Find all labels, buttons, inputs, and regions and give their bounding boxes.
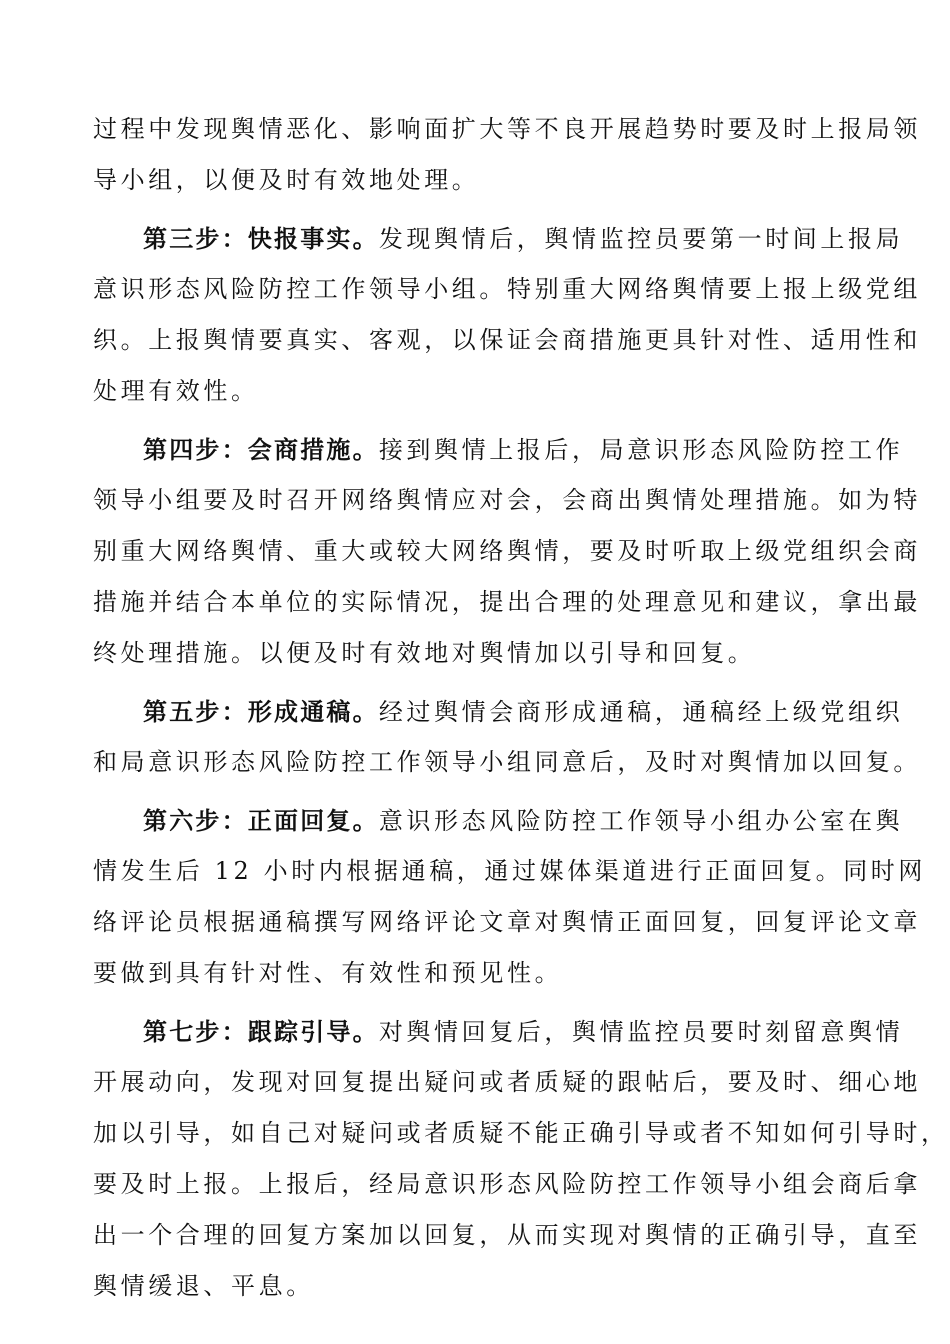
text-line: 意识形态风险防控工作领导小组。特别重大网络舆情要上报上级党组 bbox=[93, 275, 921, 303]
text-line: 终处理措施。以便及时有效地对舆情加以引导和回复。 bbox=[93, 639, 756, 667]
step-three-paragraph bbox=[93, 213, 921, 417]
step-heading: 第七步：跟踪引导。 bbox=[143, 1017, 379, 1046]
text-line: 领导小组要及时召开网络舆情应对会，会商出舆情处理措施。如为特 bbox=[93, 486, 921, 514]
text-line: 开展动向，发现对回复提出疑问或者质疑的跟帖后，要及时、细心地 bbox=[93, 1068, 921, 1096]
text-line: 出一个合理的回复方案加以回复，从而实现对舆情的正确引导，直至 bbox=[93, 1221, 921, 1249]
text-line: 和局意识形态风险防控工作领导小组同意后，及时对舆情加以回复。 bbox=[93, 748, 921, 776]
paragraph-first-line bbox=[93, 686, 904, 737]
step-six-paragraph bbox=[93, 795, 926, 999]
step-text: 对舆情回复后，舆情监控员要时刻留意舆情 bbox=[378, 1018, 904, 1046]
step-text: 经过舆情会商形成通稿，通稿经上级党组织 bbox=[378, 698, 904, 726]
step-seven-paragraph bbox=[93, 1006, 949, 1312]
text-line: 情发生后 12 小时内根据通稿，通过媒体渠道进行正面回复。同时网 bbox=[93, 857, 926, 885]
text-line: 络评论员根据通稿撰写网络评论文章对舆情正面回复，回复评论文章 bbox=[93, 908, 921, 936]
text-line: 舆情缓退、平息。 bbox=[93, 1272, 314, 1300]
step-heading: 第五步：形成通稿。 bbox=[143, 697, 379, 726]
step-text: 接到舆情上报后，局意识形态风险防控工作 bbox=[378, 436, 904, 464]
step-heading: 第三步：快报事实。 bbox=[143, 224, 379, 253]
text-line: 加以引导，如自己对疑问或者质疑不能正确引导或者不知如何引导时， bbox=[93, 1119, 949, 1147]
step-heading: 第六步：正面回复。 bbox=[143, 806, 379, 835]
text-line: 过程中发现舆情恶化、影响面扩大等不良开展趋势时要及时上报局领 bbox=[93, 115, 921, 143]
text-line: 处理有效性。 bbox=[93, 377, 259, 405]
text-line: 措施并结合本单位的实际情况，提出合理的处理意见和建议，拿出最 bbox=[93, 588, 921, 616]
text-line: 要及时上报。上报后，经局意识形态风险防控工作领导小组会商后拿 bbox=[93, 1170, 921, 1198]
paragraph-first-line bbox=[93, 424, 904, 475]
text-line: 织。上报舆情要真实、客观，以保证会商措施更具针对性、适用性和 bbox=[93, 326, 921, 354]
text-line: 导小组，以便及时有效地处理。 bbox=[93, 166, 480, 194]
step-text: 意识形态风险防控工作领导小组办公室在舆 bbox=[378, 807, 904, 835]
step-four-paragraph bbox=[93, 424, 921, 679]
paragraph-first-line bbox=[93, 795, 904, 846]
step-heading: 第四步：会商措施。 bbox=[143, 435, 379, 464]
paragraph-first-line bbox=[93, 1006, 904, 1057]
step-five-paragraph bbox=[93, 686, 921, 788]
intro-paragraph bbox=[93, 104, 921, 206]
paragraph-first-line bbox=[93, 213, 904, 264]
step-text: 发现舆情后，舆情监控员要第一时间上报局 bbox=[378, 225, 904, 253]
text-line: 要做到具有针对性、有效性和预见性。 bbox=[93, 959, 563, 987]
text-line: 别重大网络舆情、重大或较大网络舆情，要及时听取上级党组织会商 bbox=[93, 537, 921, 565]
